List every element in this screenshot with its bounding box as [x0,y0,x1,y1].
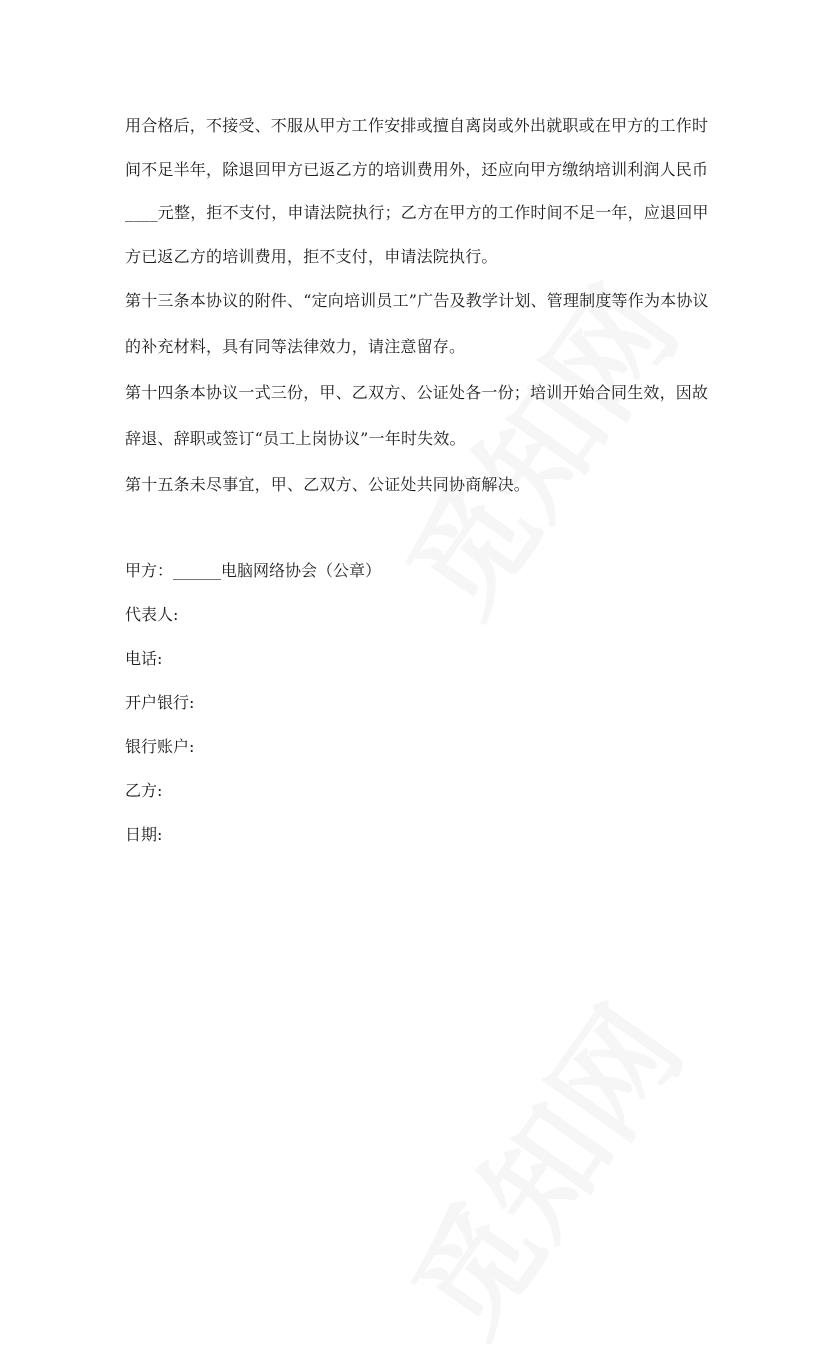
party-a-line: 甲方：______电脑网络协会（公章） [125,561,382,580]
document-body [125,104,715,857]
representative-line: 代表人: [125,605,179,624]
bank-line: 开户银行: [125,693,195,712]
signature-block [125,549,715,857]
watermark [366,969,713,1363]
section-spacer [125,508,715,549]
phone-line: 电话: [125,649,163,668]
paragraph-clause-12-continued: 用合格后，不接受、不服从甲方工作安排或擅自离岗或外出就职或在甲方的工作时间不足半年，除退回甲方已返乙方的培训费用外，还应向甲方缴纳培训利润人民币____元整，拒不支付，申请法院执行；乙方在甲方的工作时间不足一年，应退回甲方已返乙方的培训费用，拒不支付，申请法院执行。 [125,116,709,266]
account-line: 银行账户: [125,737,195,756]
party-b-line: 乙方: [125,781,163,800]
paragraph-clause-14: 第十四条本协议一式三份，甲、乙双方、公证处各一份；培训开始合同生效，因故辞退、辞职或签订“员工上岗协议”一年时失效。 [125,383,709,448]
paragraph-clause-13: 第十三条本协议的附件、“定向培训员工”广告及教学计划、管理制度等作为本协议的补充材料，具有同等法律效力，请注意留存。 [125,291,709,356]
date-line: 日期: [125,825,163,844]
paragraph-clause-15: 第十五条未尽事宜，甲、乙双方、公证处共同协商解决。 [125,475,531,494]
